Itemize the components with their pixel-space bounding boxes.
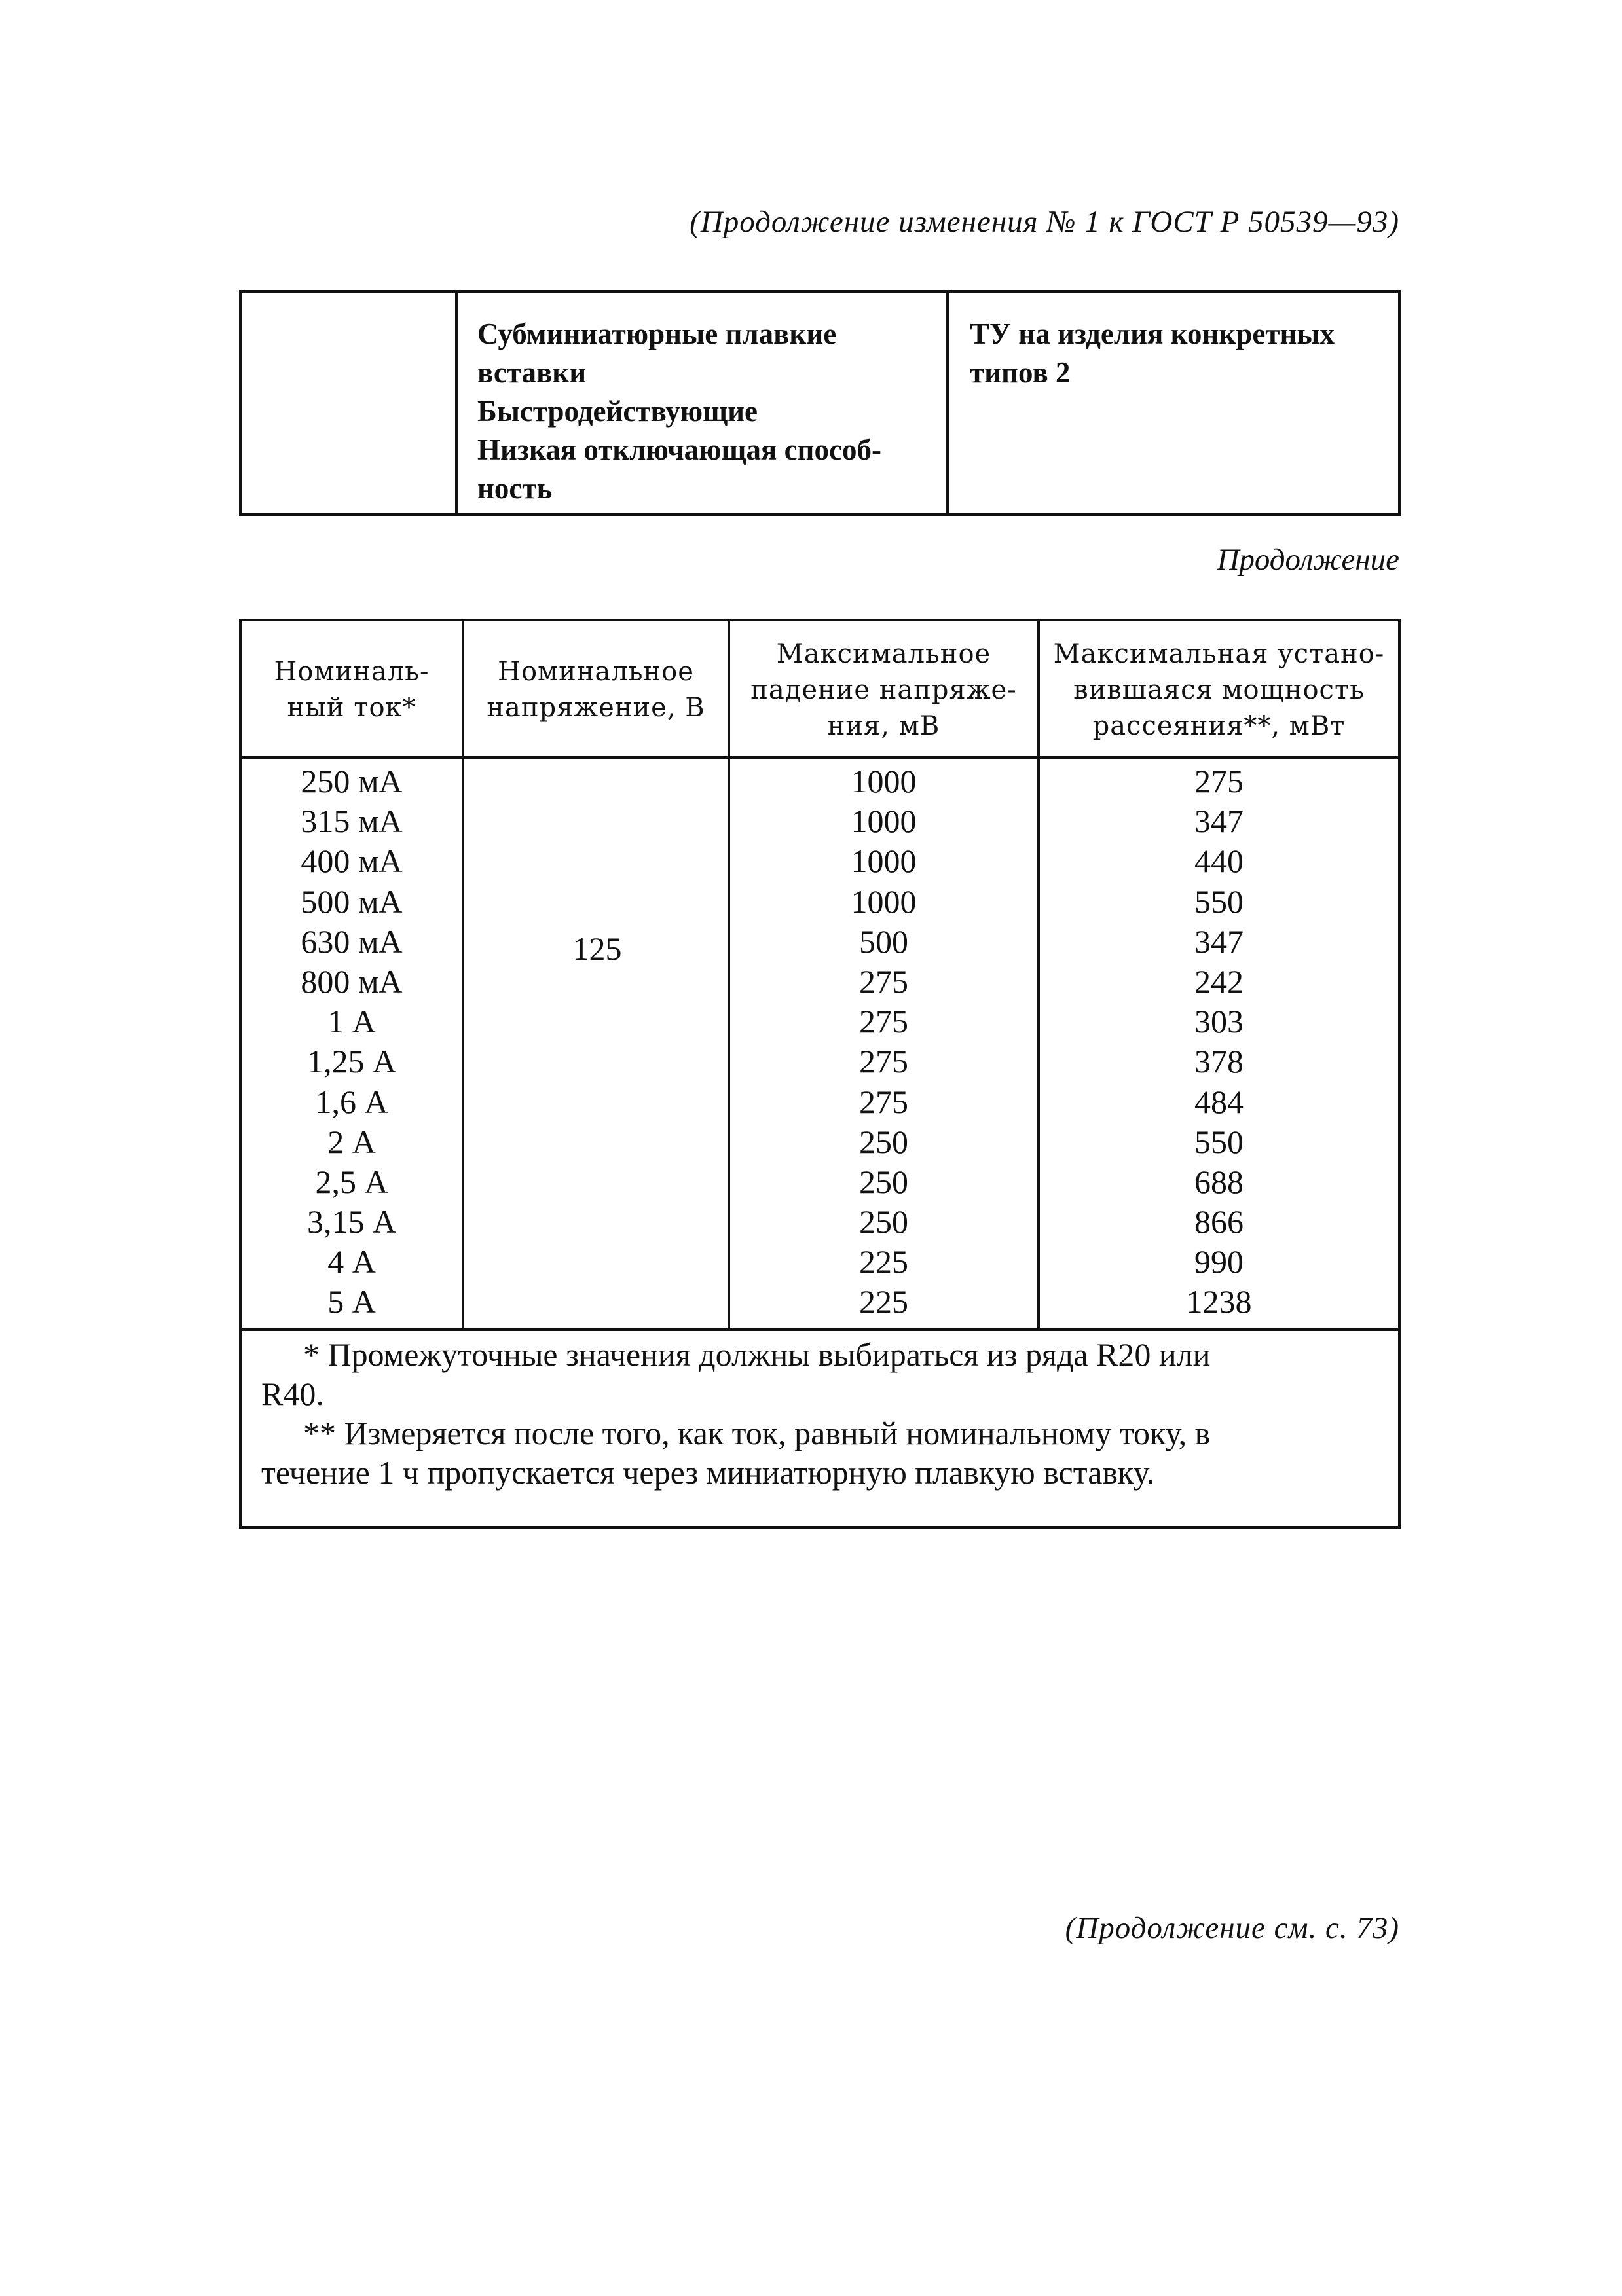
rated-current-cell: 250 мА	[301, 763, 403, 799]
voltage-drop-cell: 275	[859, 1083, 908, 1120]
footnote-line: течение 1 ч пропускается через миниатюрную плавкую вставку.	[261, 1454, 1155, 1491]
rated-current-cell: 500 мА	[301, 883, 403, 920]
voltage-drop-cell: 275	[859, 1003, 908, 1040]
rated-current-cell: 630 мА	[301, 922, 403, 960]
power-dissipation-cell: 347	[1194, 922, 1244, 960]
rated-voltage-value: 125	[572, 930, 622, 967]
rated-current-cell: 800 мА	[301, 962, 403, 1000]
voltage-drop-cell: 250	[859, 1123, 908, 1160]
header-line: Максимальное	[776, 638, 991, 669]
header-note: (Продолжение изменения № 1 к ГОСТ Р 50539—93)	[690, 205, 1399, 239]
header-voltage-drop	[730, 621, 1037, 759]
footnote-line	[261, 1335, 1376, 1374]
voltage-drop-cell: 1000	[851, 843, 917, 880]
rated-current-cell: 5 А	[327, 1283, 376, 1321]
power-dissipation-column	[1040, 761, 1398, 1322]
header-rated-current	[242, 621, 462, 759]
header-rated-voltage	[464, 621, 728, 759]
top-table-description-cell	[458, 293, 949, 513]
top-table-empty-cell	[242, 293, 458, 513]
voltage-drop-cell: 1000	[851, 803, 917, 840]
voltage-drop-cell: 225	[859, 1243, 908, 1281]
description-line: вставки	[477, 356, 587, 389]
description-word: Субминиатюрные плавкие	[477, 318, 837, 350]
power-dissipation-cell: 990	[1194, 1243, 1244, 1281]
power-dissipation-cell: 688	[1194, 1163, 1244, 1200]
header-line: ный ток*	[287, 693, 416, 723]
notes-divider	[242, 1328, 1398, 1331]
top-table-spec-cell	[949, 293, 1398, 513]
header-line: ния, мВ	[827, 710, 940, 741]
header-power-dissipation	[1040, 621, 1398, 759]
rated-current-cell: 2,5 А	[315, 1163, 388, 1200]
power-dissipation-cell: 275	[1194, 763, 1244, 799]
header-line: вившаяся мощность	[1073, 674, 1365, 705]
power-dissipation-cell: 550	[1194, 1123, 1244, 1160]
power-dissipation-cell: 242	[1194, 962, 1244, 1000]
header-line: Максимальная устано-	[1053, 638, 1385, 669]
rated-current-cell: 1 А	[327, 1003, 376, 1040]
footer-note: (Продолжение см. с. 73)	[1065, 1911, 1399, 1945]
continuation-label: Продолжение	[1217, 543, 1399, 577]
footnote-text: * Промежуточные значения должны выбираться из ряда R20 или	[303, 1336, 1211, 1373]
voltage-drop-cell: 1000	[851, 763, 917, 799]
header-line: падение напряже-	[750, 674, 1017, 705]
power-dissipation-cell: 440	[1194, 843, 1244, 880]
rated-current-cell: 3,15 А	[306, 1203, 397, 1241]
top-table	[239, 290, 1401, 516]
description-line: Быстродействующие	[477, 395, 758, 428]
power-dissipation-cell: 1238	[1186, 1283, 1252, 1321]
power-dissipation-cell: 550	[1194, 883, 1244, 920]
spec-line: типов 2	[970, 356, 1071, 389]
rated-current-cell: 315 мА	[301, 803, 403, 840]
rated-current-cell: 2 А	[327, 1123, 376, 1160]
description-line	[477, 315, 937, 354]
footnotes	[242, 1335, 1398, 1492]
voltage-drop-cell: 1000	[851, 883, 917, 920]
voltage-drop-cell: 275	[859, 962, 908, 1000]
header-line: Номинальное	[498, 657, 694, 687]
voltage-drop-column	[730, 761, 1037, 1322]
footnote-line: R40.	[261, 1376, 324, 1412]
power-dissipation-cell: 378	[1194, 1043, 1244, 1080]
voltage-drop-cell: 250	[859, 1163, 908, 1200]
power-dissipation-cell: 347	[1194, 803, 1244, 840]
header-line: Номиналь-	[274, 657, 430, 687]
main-table	[239, 619, 1401, 1529]
voltage-drop-cell: 250	[859, 1203, 908, 1241]
voltage-drop-cell: 275	[859, 1043, 908, 1080]
footnote-line: ** Измеряется после того, как ток, равный номинальному току, в	[303, 1415, 1211, 1451]
rated-current-cell: 400 мА	[301, 843, 403, 880]
description-line: Низкая отключающая способ-	[477, 433, 881, 466]
description-line: ность	[477, 472, 553, 505]
spec-line: ТУ на изделия конкретных	[970, 318, 1335, 350]
rated-current-cell: 4 А	[327, 1243, 376, 1281]
header-line: напряжение, В	[487, 693, 705, 723]
rated-current-cell: 1,25 А	[306, 1043, 397, 1080]
power-dissipation-cell: 866	[1194, 1203, 1244, 1241]
rated-current-cell: 1,6 А	[315, 1083, 388, 1120]
header-line: рассеяния**, мВт	[1092, 710, 1346, 741]
voltage-drop-cell: 500	[859, 922, 908, 960]
power-dissipation-cell: 303	[1194, 1003, 1244, 1040]
rated-current-column	[242, 761, 462, 1322]
voltage-drop-cell: 225	[859, 1283, 908, 1321]
power-dissipation-cell: 484	[1194, 1083, 1244, 1120]
